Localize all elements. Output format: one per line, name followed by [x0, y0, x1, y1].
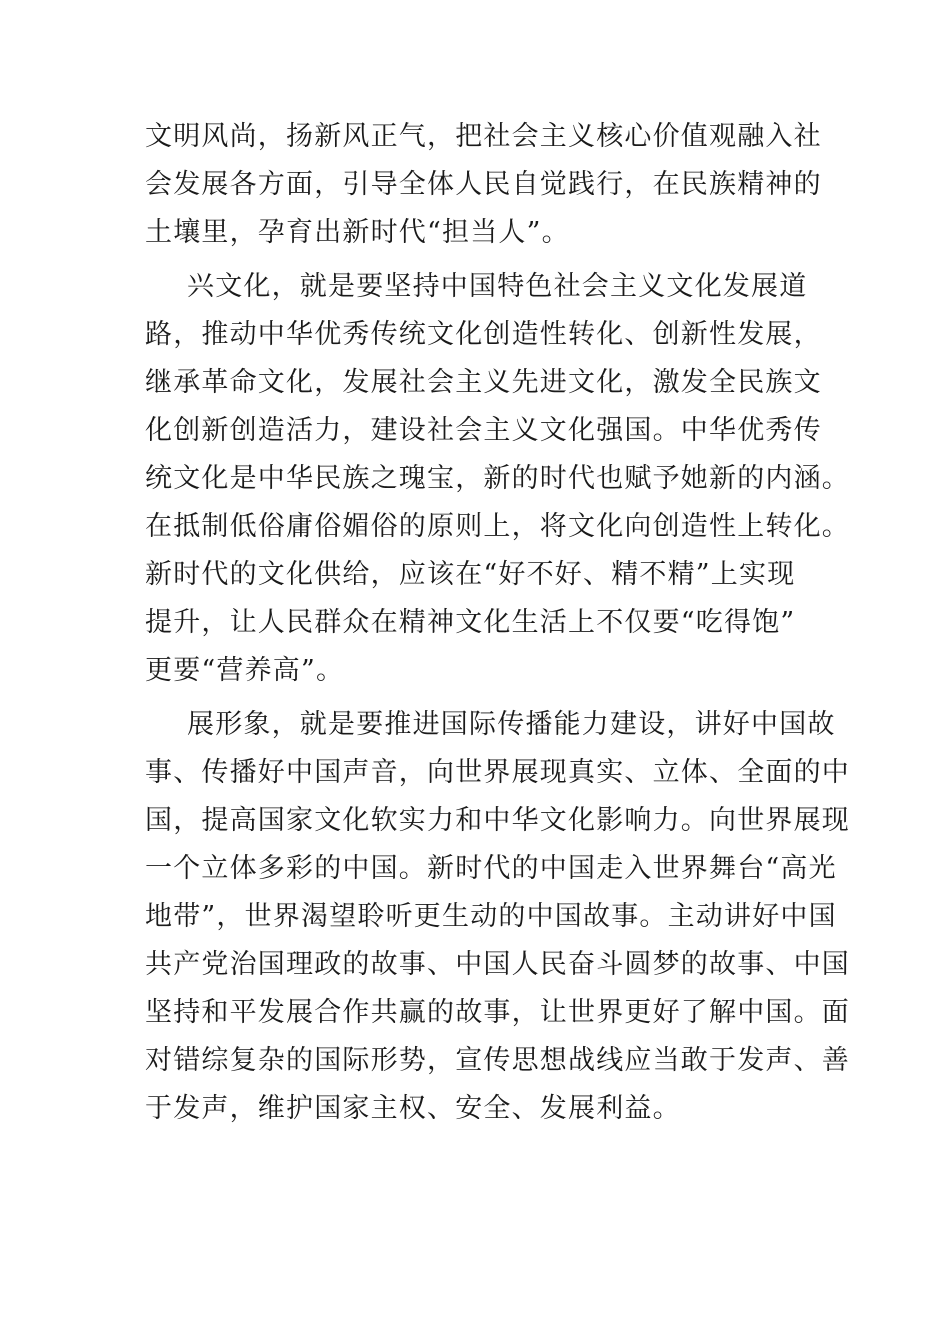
- text-line: 化创新创造活力，建设社会主义文化强国。中华优秀传: [145, 415, 822, 446]
- text-line: 兴文化，就是要坚持中国特色社会主义文化发展道: [187, 271, 808, 302]
- text-line: 共产党治国理政的故事、中国人民奋斗圆梦的故事、中国: [145, 949, 850, 980]
- text-line: 新时代的文化供给，应该在“好不好、精不精”上实现: [145, 559, 796, 590]
- text-line: 土壤里，孕育出新时代“担当人”。: [145, 217, 570, 248]
- text-line: 事、传播好中国声音，向世界展现真实、立体、全面的中: [145, 757, 850, 788]
- paragraph-3: [145, 701, 850, 1133]
- text-line: 于发声，维护国家主权、安全、发展利益。: [145, 1093, 681, 1124]
- text-line: 地带”，世界渴望聆听更生动的中国故事。主动讲好中国: [145, 901, 837, 932]
- document-body: [145, 113, 850, 1139]
- text-line: 展形象，就是要推进国际传播能力建设，讲好中国故: [187, 709, 836, 740]
- paragraph-2: [145, 263, 850, 695]
- text-line: 路，推动中华优秀传统文化创造性转化、创新性发展，: [145, 319, 822, 350]
- text-line: 一个立体多彩的中国。新时代的中国走入世界舞台“高光: [145, 853, 837, 884]
- text-line: 提升，让人民群众在精神文化生活上不仅要“吃得饱”: [145, 607, 796, 638]
- text-line: 统文化是中华民族之瑰宝，新的时代也赋予她新的内涵。: [145, 463, 850, 494]
- text-line: 继承革命文化，发展社会主义先进文化，激发全民族文: [145, 367, 822, 398]
- text-line: 文明风尚，扬新风正气，把社会主义核心价值观融入社: [145, 121, 822, 152]
- paragraph-1: [145, 113, 822, 257]
- text-line: 在抵制低俗庸俗媚俗的原则上，将文化向创造性上转化。: [145, 511, 850, 542]
- text-line: 会发展各方面，引导全体人民自觉践行，在民族精神的: [145, 169, 822, 200]
- text-line: 对错综复杂的国际形势，宣传思想战线应当敢于发声、善: [145, 1045, 850, 1076]
- text-line: 坚持和平发展合作共赢的故事，让世界更好了解中国。面: [145, 997, 850, 1028]
- text-line: 更要“营养高”。: [145, 655, 345, 686]
- text-line: 国，提高国家文化软实力和中华文化影响力。向世界展现: [145, 805, 850, 836]
